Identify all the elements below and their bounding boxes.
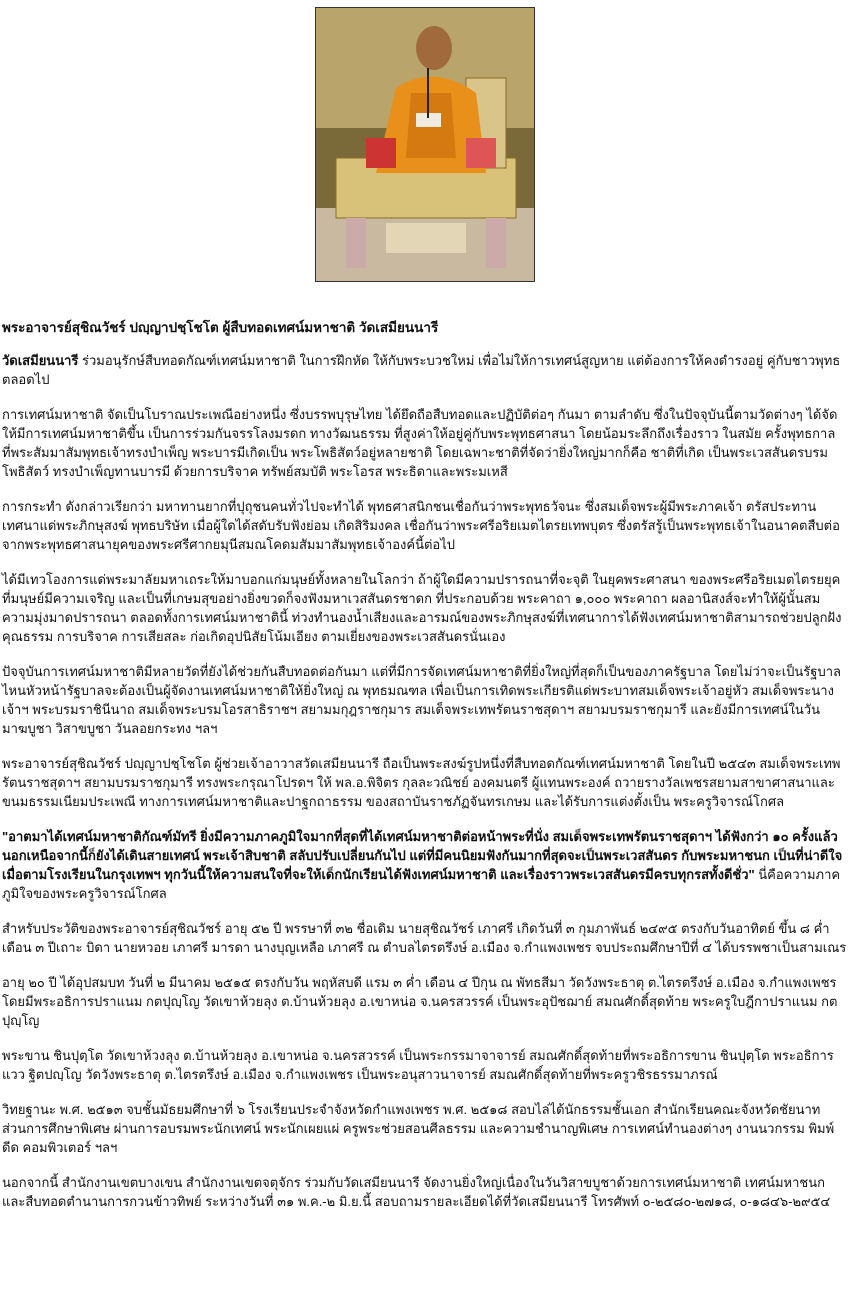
paragraph-text: ร่วมอนุรักษ์สืบทอดกัณฑ์เทศน์มหาชาติ ในการฝึกหัด ให้กับพระบวชใหม่ เพื่อไม่ให้การเทศน์สูญหาย แต่ต้องการให้คงดำรงอยู่ คู่กับชาวพุทธตลอดไป [2, 353, 841, 387]
monk-portrait-photo [315, 7, 535, 282]
monk-image-icon [316, 8, 534, 281]
paragraph: พระอาจารย์สุชิณวัชร์ ปญฺญาปชฺโชโต ผู้ช่วยเจ้าอาวาสวัดเสมียนนารี ถือเป็นพระสงฆ์รูปหนึ่งที่สืบทอดกัณฑ์เทศน์มหาชาติ โดยในปี ๒๕๔๓ สมเด็จพระเทพรัตนราชสุดาฯ สยามบรมราชกุมารี ทรงพระกรุณาโปรดฯ ให้ พล.อ.พิจิตร กุลละวณิชย์ องคมนตรี ผู้แทนพระองค์ ถวายรางวัลเพชรสยามสาขาศาสนาและขนมธรรมเนียมประเพณี ทางการเทศน์มหาชาติและปาฐกถาธรรม ของสถาบันราชภัฏจันทรเกษม และได้รับการแต่งตั้งเป็น พระครูวิจารณ์โกศล [2, 756, 841, 809]
paragraph: นอกจากนี้ สำนักงานเขตบางเขน สำนักงานเขตจตุจักร ร่วมกับวัดเสมียนนารี จัดงานยิ่งใหญ่เนื่องในวันวิสาขบูชาด้วยการเทศน์มหาชาติ เทศน์มหาชนก และสืบทอดตำนานการกวนข้าวทิพย์ ระหว่างวันที่ ๓๑ พ.ค.-๒ มิ.ย.นี้ สอบถามรายละเอียดได้ที่วัดเสมียนนารี โทรศัพท์ ๐-๒๕๘๐-๒๗๑๘, ๐-๑๘๔๖-๒๙๕๔ [2, 1175, 831, 1209]
temple-name: วัดเสมียนนารี [2, 353, 79, 368]
paragraph-quote [2, 827, 847, 903]
paragraph: ปัจจุบันการเทศน์มหาชาติมีหลายวัดที่ยังได้ช่วยกันสืบทอดต่อกันมา แต่ที่มีการจัดเทศน์มหาชาติที่ยิ่งใหญ่ที่สุดก็เป็นของภาครัฐบาล โดยไม่ว่าจะเป็นรัฐบาลไหนหัวหน้ารัฐบาลจะต้องเป็นผู้จัดงานเทศน์มหาชาติให้ยิ่งใหญ่ ณ พุทธมณฑล เพื่อเป็นการเทิดพระเกียรติแด่พระบาทสมเด็จพระเจ้าอยู่หัว สมเด็จพระนางเจ้าฯ พระบรมราชินีนาถ สมเด็จพระบรมโอรสาธิราชฯ สยามมกุฎราชกุมาร สมเด็จพระเทพรัตนราชสุดาฯ สยามบรมราชกุมารี และยังมีการเทศน์ในวันมาฆบูชา วิสาขบูชา วันลอยกระทง ฯลฯ [2, 664, 841, 736]
paragraph: สำหรับประวัติของพระอาจารย์สุชิณวัชร์ อายุ ๕๒ ปี พรรษาที่ ๓๒ ชื่อเดิม นายสุชิณวัชร์ เภาศรี เกิดวันที่ ๓ กุมภาพันธ์ ๒๔๙๕ ตรงกับวันอาทิตย์ ขึ้น ๘ ค่ำ เดือน ๓ ปีเถาะ บิดา นายหวอย เภาศรี มารดา นางบุญเหลือ เภาศรี ณ ตำบลไตรตรึงษ์ อ.เมือง จ.กำแพงเพชร จบประถมศึกษาปีที่ ๔ ได้บรรพชาเป็นสามเณร [2, 921, 847, 955]
paragraph: การกระทำ ดังกล่าวเรียกว่า มหาทานยากที่ปุถุชนคนทั่วไปจะทำได้ พุทธศาสนิกชนเชื่อกันว่าพระพุทธวัจนะ ซึ่งสมเด็จพระผู้มีพระภาคเจ้า ตรัสประทานเทศนาแด่พระภิกษุสงฆ์ พุทธบริษัท เมื่อผู้ใดได้สดับรับฟังย่อม เกิดสิริมงคล เชื่อกันว่าพระศรีอริยเมตไตรยเทพบุตร ซึ่งตรัสรู้เป็นพระพุทธเจ้าในอนาคตสืบต่อ จากพระพุทธศาสนายุคของพระศรีศากยมุนีสมณโคดมสัมมาสัมพุทธเจ้าองค์นี้ต่อไป [2, 499, 840, 552]
paragraph-text: นี่คือความภาคภูมิใจของพระครูวิจารณ์โกศล [2, 867, 841, 901]
paragraph: ได้มีเทวโองการแด่พระมาลัยมหาเถระให้มาบอกแก่มนุษย์ทั้งหลายในโลกว่า ถ้าผู้ใดมีความปรารถนาที่จะจุติ ในยุคพระศาสนา ของพระศรีอริยเมตไตรยยุคที่มนุษย์มีความเจริญ และเป็นที่เกษมสุขอย่างยิ่งขวดก็จงฟังมหาเวสสันดรชาดก ที่ประกอบด้วย พระคาถา ๑,๐๐๐ พระคาถา ผลอานิสงส์จะทำให้ผู้นั้นสมความมุ่งมาดปรารถนา ตลอดทั้งการเทศน์มหาชาตินี้ ท่วงทำนองน้ำเสียงและอารมณ์ของพระภิกษุสงฆ์ที่เทศนาการได้ฟังเทศน์มหาชาติสามารถช่วยปลูกฝังคุณธรรม การบริจาค การเสียสละ ก่อเกิดอุปนิสัยโน้มเอียง ตามเยี่ยงของพระเวสสันดรนั่นเอง [2, 572, 842, 644]
paragraph [2, 351, 847, 389]
paragraph: อายุ ๒๐ ปี ได้อุปสมบท วันที่ ๒ มีนาคม ๒๕๑๕ ตรงกับวัน พฤหัสบดี แรม ๓ ค่ำ เดือน ๔ ปีกุน ณ พัทธสีมา วัดวังพระธาตุ ต.ไตรตรึงษ์ อ.เมือง จ.กำแพงเพชร โดยมีพระอธิการปราแนม กตปุญฺโญ วัดเขาห้วยลุง ต.บ้านห้วยลุง อ.เขาหน่อ จ.นครสวรรค์ เป็นพระอุปัชฌาย์ สมณศักดิ์สุดท้าย พระครูใบฎีกาปราแนม กตปุญฺโญ [2, 975, 838, 1028]
paragraph: วิทยฐานะ พ.ศ. ๒๕๑๓ จบชั้นมัธยมศึกษาที่ ๖ โรงเรียนประจำจังหวัดกำแพงเพชร พ.ศ. ๒๕๑๘ สอบไล่ได้นักธรรมชั้นเอก สำนักเรียนคณะจังหวัดชัยนาท ส่วนการศึกษาพิเศษ ผ่านการอบรมพระนักเทศน์ พระนักเผยแผ่ ครูพระช่วยสอนศีลธรรม และความชำนาญพิเศษ การเทศน์ทำนองต่างๆ งานนวกรรม พิมพ์ดีด คอมพิวเตอร์ ฯลฯ [2, 1102, 835, 1155]
article [2, 318, 847, 1227]
quote: "อาตมาได้เทศน์มหาชาติกัณฑ์มัทรี ยิ่งมีความภาคภูมิใจมากที่สุดที่ได้เทศน์มหาชาติต่อหน้าพระที่นั่ง สมเด็จพระเทพรัตนราชสุดาฯ ได้ฟังกว่า ๑๐ ครั้งแล้ว นอกเหนือจากนี้ก็ยังได้เดินสายเทศน์ พระเจ้าสิบชาติ สลับปรับเปลี่ยนกันไป แต่ที่มีคนนิยมฟังกันมากที่สุดจะเป็นพระเวสสันดร กับพระมหาชนก เป็นที่น่าดีใจเมื่อตามโรงเรียนในกรุงเทพฯ ทุกวันนี้ให้ความสนใจที่จะให้เด็กนักเรียนได้ฟังเทศน์มหาชาติ และเรื่องราวพระเวสสันดรมีครบทุกรสทั้งดีชั่ว" [2, 829, 843, 882]
article-title: พระอาจารย์สุชิณวัชร์ ปญฺญาปชฺโชโต ผู้สืบทอดเทศน์มหาชาติ วัดเสมียนนารี [2, 320, 439, 335]
paragraph: พระขาน ชินปุตฺโต วัดเขาห้วงลุง ต.บ้านห้วยลุง อ.เขาหน่อ จ.นครสวรรค์ เป็นพระกรรมาจาจารย์ สมณศักดิ์สุดท้ายที่พระอธิการขาน ชินปุตฺโต พระอธิการแวว ฐิตปญฺโญ วัดวังพระธาตุ ต.ไตรตรึงษ์ อ.เมือง จ.กำแพงเพชร เป็นพระอนุสาวนาจารย์ สมณศักดิ์สุดท้ายที่พระครูวชิรธรรมาภรณ์ [2, 1048, 834, 1082]
paragraph: การเทศน์มหาชาติ จัดเป็นโบราณประเพณีอย่างหนึ่ง ซึ่งบรรพบุรุษไทย ได้ยึดถือสืบทอดและปฏิบัติต่อๆ กันมา ตามลำดับ ซึ่งในปัจจุบันนี้ตามวัดต่างๆ ได้จัดให้มีการเทศน์มหาชาติขึ้น เป็นการร่วมกันจรรโลงมรดก ทางวัฒนธรรม ที่สูงค่าให้อยู่คู่กับพระพุทธศาสนา โดยน้อมระลึกถึงเรื่องราว ในสมัย ครั้งพุทธกาล ที่พระสัมมาสัมพุทธเจ้าทรงบำเพ็ญ พระบารมีเกิดเป็น พระโพธิสัตว์อยู่หลายชาติ โดยเฉพาะชาติที่จัดว่ายิ่งใหญ่มากก็คือ ชาติที่เกิด เป็นพระเวสสันดรบรมโพธิสัตว์ ทรงบำเพ็ญทานบารมี ด้วยการบริจาค ทรัพย์สมบัติ พระโอรส พระธิดาและพระมเหสี [2, 407, 838, 479]
